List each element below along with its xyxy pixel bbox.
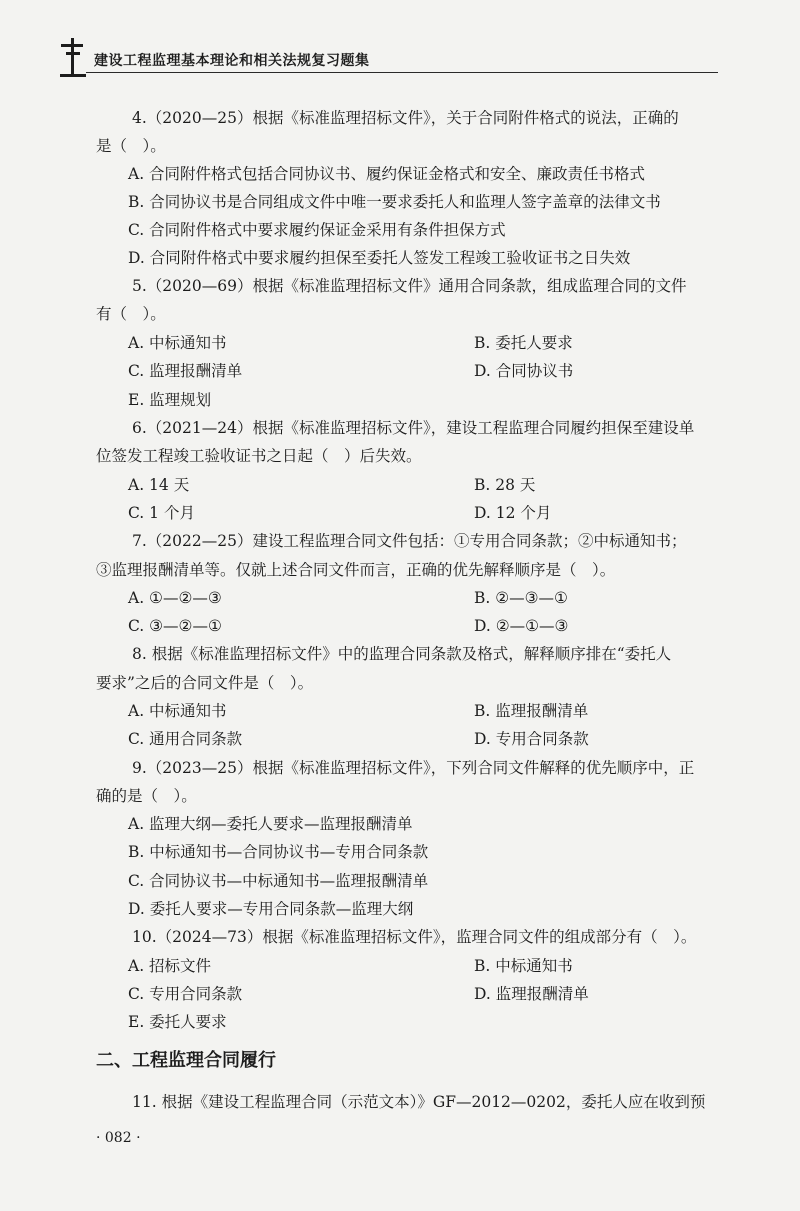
question-11-line-1: 11. 根据《建设工程监理合同（示范文本）》GF—2012—0202，委托人应在收到预: [132, 1093, 706, 1111]
question-6-option-b: B. 28 天: [474, 476, 536, 494]
question-10-option-a: A. 招标文件: [128, 957, 212, 975]
question-4-option-b: B. 合同协议书是合同组成文件中唯一要求委托人和监理人签字盖章的法律文书: [128, 193, 661, 211]
question-8-line-1: 8. 根据《标准监理招标文件》中的监理合同条款及格式，解释顺序排在“委托人: [132, 645, 672, 663]
question-10-line-1: 10.（2024—73）根据《标准监理招标文件》，监理合同文件的组成部分有（ ）。: [132, 928, 697, 946]
question-10-option-d: D. 监理报酬清单: [474, 985, 589, 1003]
question-6-line-2: 位签发工程竣工验收证书之日起（ ）后失效。: [96, 447, 422, 465]
question-10-option-b: B. 中标通知书: [474, 957, 573, 975]
question-5-option-c: C. 监理报酬清单: [128, 362, 243, 380]
question-5-line-2: 有（ ）。: [96, 305, 166, 323]
question-4-option-a: A. 合同附件格式包括合同协议书、履约保证金格式和安全、廉政责任书格式: [128, 165, 646, 183]
question-4-option-c: C. 合同附件格式中要求履约保证金采用有条件担保方式: [128, 221, 506, 239]
question-4-line-2: 是（ ）。: [96, 137, 166, 155]
question-5-option-d: D. 合同协议书: [474, 362, 574, 380]
question-9-option-b: B. 中标通知书—合同协议书—专用合同条款: [128, 843, 429, 861]
question-10-option-c: C. 专用合同条款: [128, 985, 243, 1003]
question-5-option-b: B. 委托人要求: [474, 334, 573, 352]
question-5-line-1: 5.（2020—69）根据《标准监理招标文件》通用合同条款，组成监理合同的文件: [132, 277, 687, 295]
question-7-line-1: 7.（2022—25）建设工程监理合同文件包括：①专用合同条款；②中标通知书；: [132, 532, 687, 550]
question-4-line-1: 4.（2020—25）根据《标准监理招标文件》，关于合同附件格式的说法，正确的: [132, 109, 679, 127]
question-6-option-c: C. 1 个月: [128, 504, 195, 522]
question-6-option-d: D. 12 个月: [474, 504, 552, 522]
question-4-option-d: D. 合同附件格式中要求履约担保至委托人签发工程竣工验收证书之日失效: [128, 249, 631, 267]
question-8-option-c: C. 通用合同条款: [128, 730, 243, 748]
section-title: 二、工程监理合同履行: [96, 1050, 276, 1071]
question-7-option-c: C. ③—②—①: [128, 617, 222, 635]
page-number: · 082 ·: [96, 1130, 141, 1146]
question-9-line-1: 9.（2023—25）根据《标准监理招标文件》，下列合同文件解释的优先顺序中，正: [132, 759, 695, 777]
question-7-option-b: B. ②—③—①: [474, 589, 568, 607]
question-5-option-e: E. 监理规划: [128, 391, 212, 409]
question-7-option-d: D. ②—①—③: [474, 617, 569, 635]
question-6-option-a: A. 14 天: [128, 476, 190, 494]
question-8-option-a: A. 中标通知书: [128, 702, 227, 720]
header-rule: [86, 72, 718, 73]
question-9-option-d: D. 委托人要求—专用合同条款—监理大纲: [128, 900, 414, 918]
question-7-option-a: A. ①—②—③: [128, 589, 222, 607]
question-9-line-2: 确的是（ ）。: [96, 787, 197, 805]
question-5-option-a: A. 中标通知书: [128, 334, 227, 352]
question-9-option-c: C. 合同协议书—中标通知书—监理报酬清单: [128, 872, 429, 890]
signpost-logo-icon: [58, 36, 88, 78]
header-title: 建设工程监理基本理论和相关法规复习题集: [94, 53, 370, 69]
question-6-line-1: 6.（2021—24）根据《标准监理招标文件》，建设工程监理合同履约担保至建设单: [132, 419, 695, 437]
running-header: [58, 28, 718, 80]
question-8-option-b: B. 监理报酬清单: [474, 702, 589, 720]
question-8-line-2: 要求”之后的合同文件是（ ）。: [96, 674, 314, 692]
question-8-option-d: D. 专用合同条款: [474, 730, 589, 748]
question-7-line-2: ③监理报酬清单等。仅就上述合同文件而言，正确的优先解释顺序是（ ）。: [96, 561, 616, 579]
question-10-option-e: E. 委托人要求: [128, 1013, 227, 1031]
question-9-option-a: A. 监理大纲—委托人要求—监理报酬清单: [128, 815, 413, 833]
